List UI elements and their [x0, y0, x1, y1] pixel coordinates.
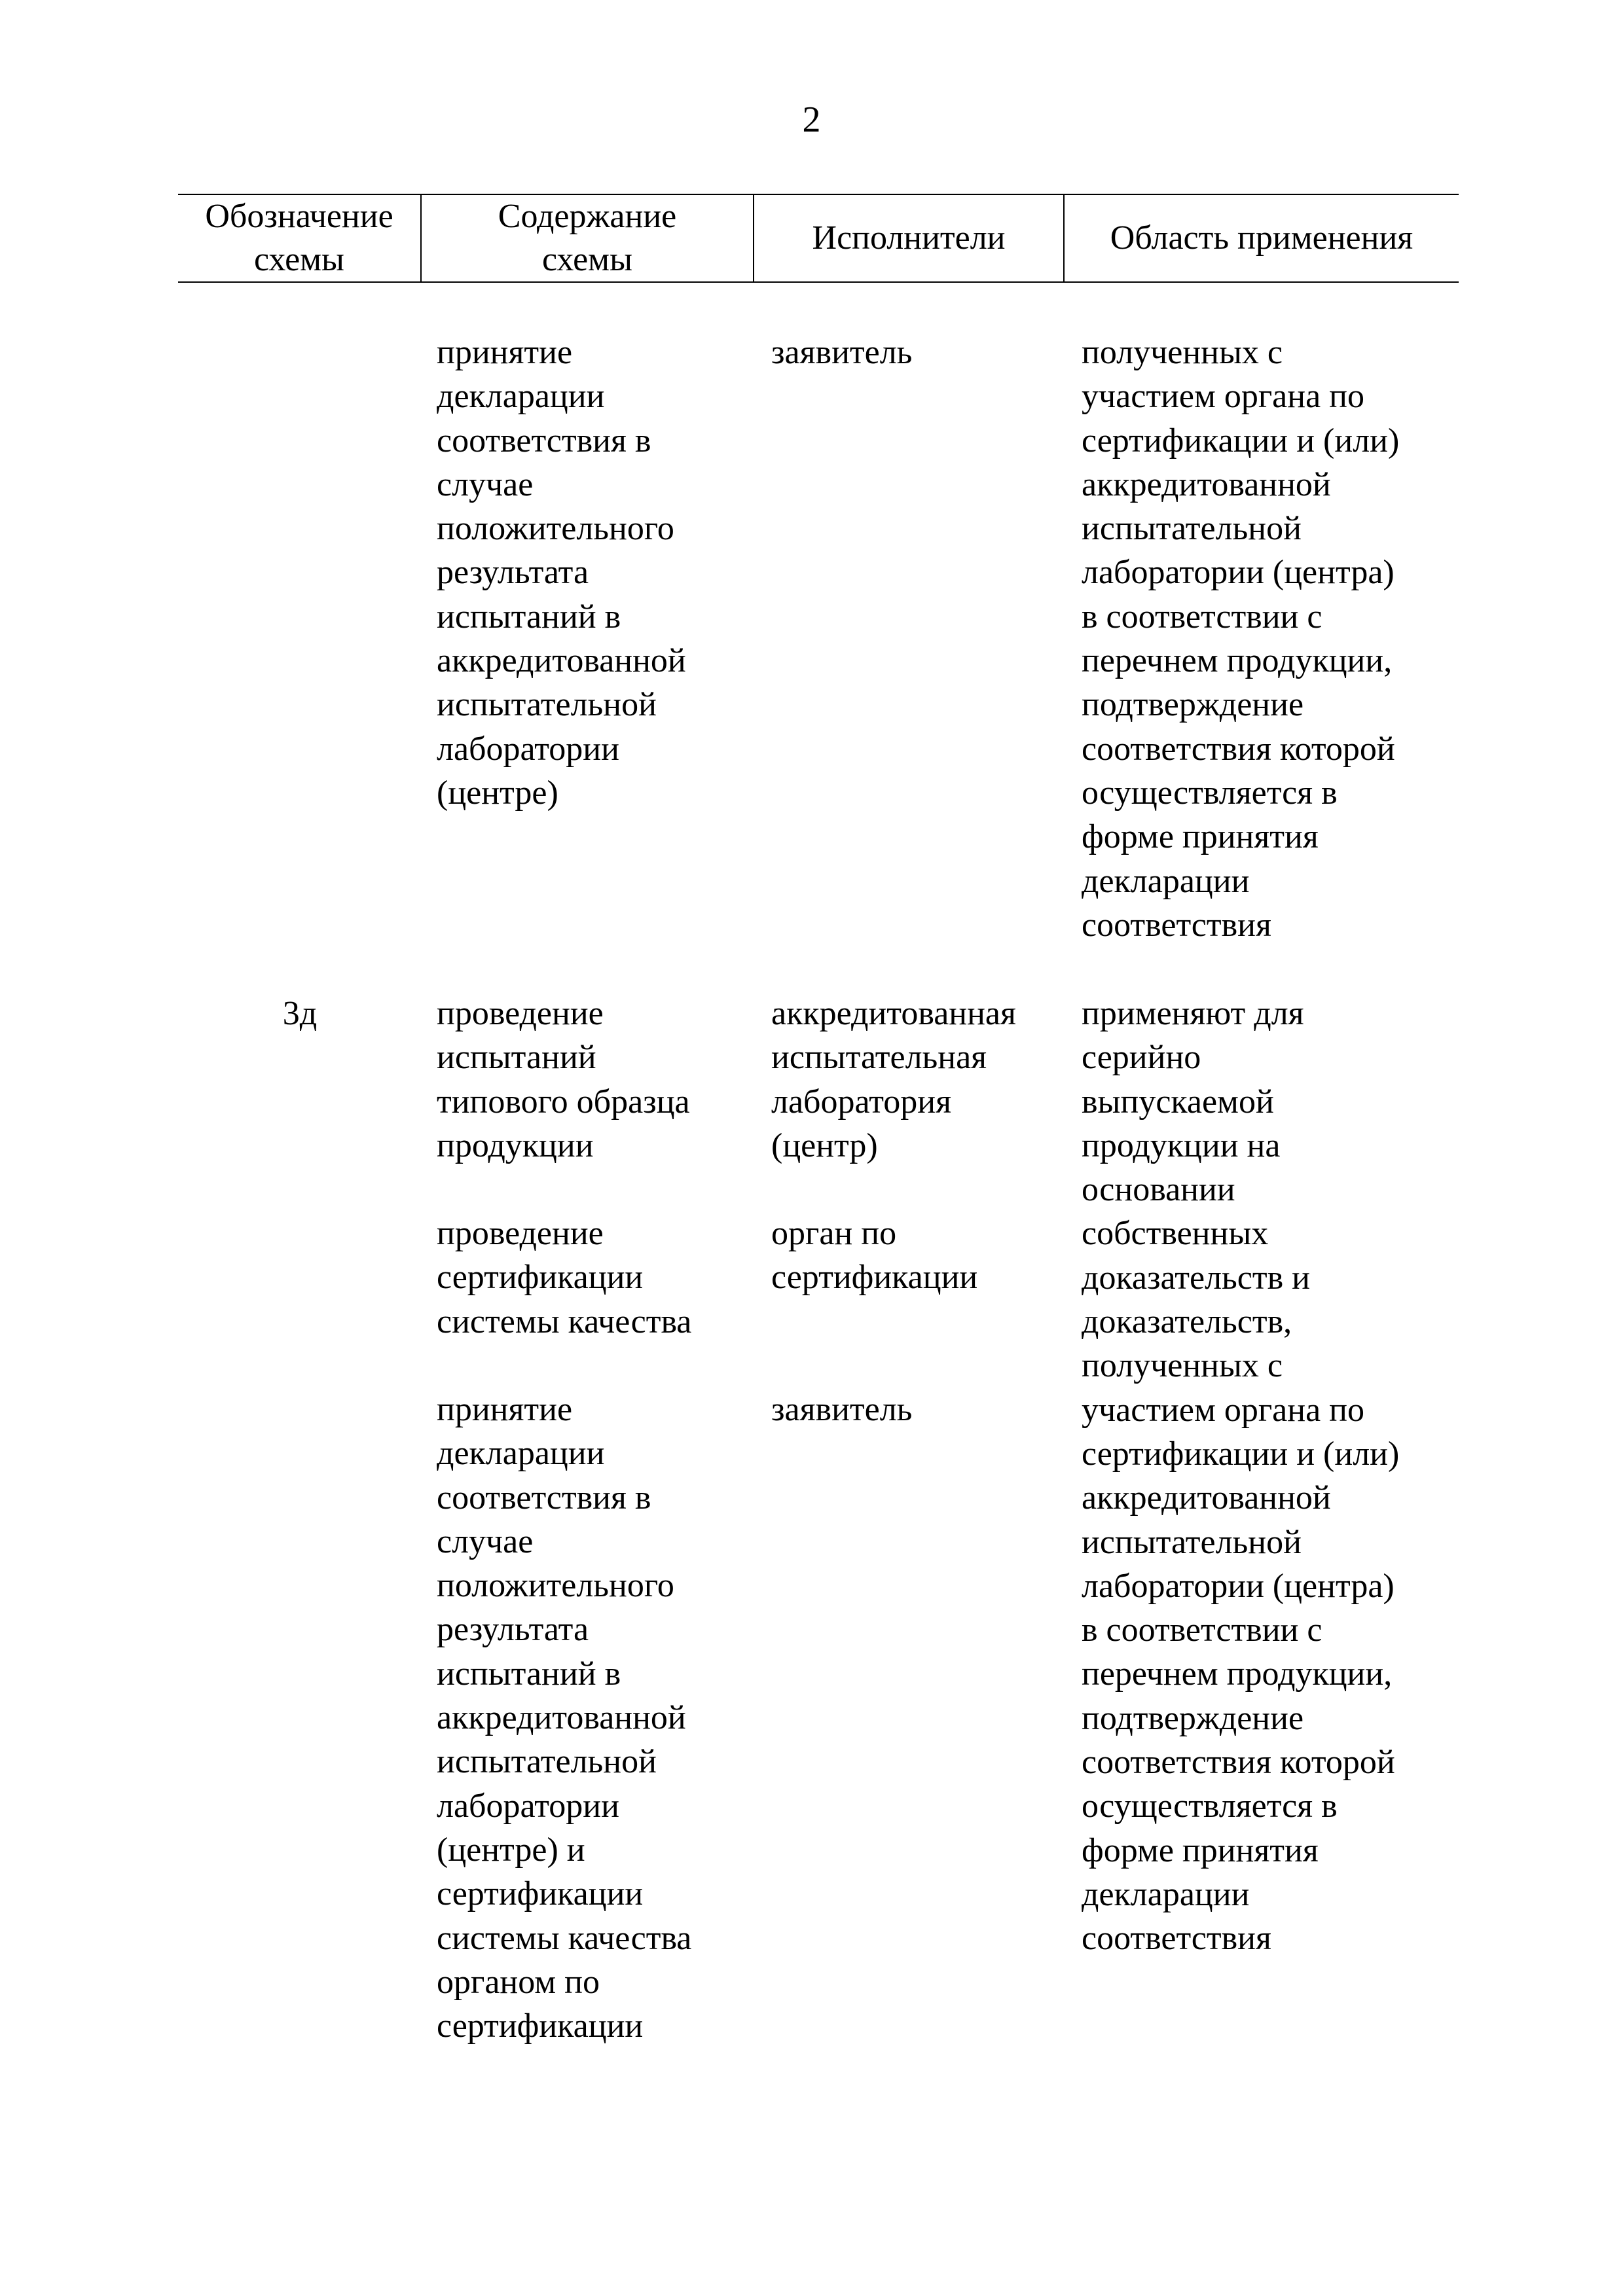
header-scheme-designation: Обозначение схемы [178, 195, 422, 281]
continuation-scope: полученных с участием органа по сертификации и (или) аккредитованной испытательной лаборатории (центра) в соответствии с перечнем продукции, подтверждение соответствия которой осуществляется в форме принятия декларации соответствия [1082, 334, 1400, 944]
step-3-executor: заявитель [771, 1391, 913, 1428]
step-3-content: принятие декларации соответствия в случае положительного результата испытаний в аккредитованной испытательной лаборатории (центре) и сертификации системы качества органом по сертификации [437, 1391, 692, 2045]
scheme-scope: применяют для серийно выпускаемой продукции на основании собственных доказательств и доказательств, полученных с участием органа по сертификации и (или) аккредитованной испытательной лаборатории (центра) в соответствии с перечнем продукции, подтверждение соответствия которой осуществляется в форме принятия декларации соответствия [1082, 995, 1400, 1958]
step-2-executor: орган по сертификации [771, 1215, 978, 1297]
continuation-executor: заявитель [771, 334, 913, 371]
step-2-content: проведение сертификации системы качества [437, 1215, 692, 1340]
header-scheme-content: Содержание схемы [422, 195, 754, 281]
step-1-executor: аккредитованная испытательная лаборатория (центр) [771, 995, 1016, 1164]
table-header [178, 194, 1459, 283]
page-number: 2 [802, 99, 821, 140]
header-scope: Область применения [1110, 219, 1413, 257]
continuation-content: принятие декларации соответствия в случае положительного результата испытаний в аккредитованной испытательной лаборатории (центре) [437, 334, 686, 812]
scheme-code: 3д [282, 995, 318, 1032]
step-1-content: проведение испытаний типового образца продукции [437, 995, 690, 1164]
header-executors: Исполнители [754, 195, 1065, 281]
